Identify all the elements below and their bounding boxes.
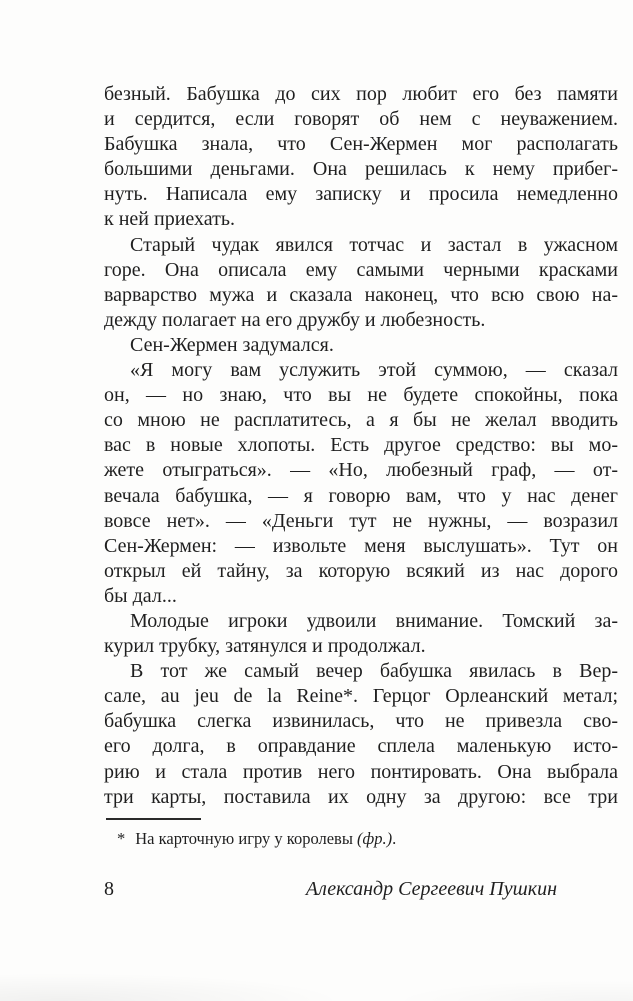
text-line: курил трубку, затянулся и продолжал. — [104, 635, 426, 658]
text-line: большими деньгами. Она решилась к нему прибег- — [104, 158, 618, 181]
footnote-marker: * — [117, 829, 126, 848]
text-line: к ней приехать. — [104, 208, 235, 231]
footnote-rule — [106, 818, 201, 820]
text-line: он, — но знаю, что вы не будете спокойны, пока — [104, 384, 618, 407]
text-line: три карты, поставила их одну за другою: все три — [104, 785, 618, 808]
footnote-text — [104, 829, 618, 849]
text-line: В тот же самый вечер бабушка явилась в Вер- — [130, 660, 618, 683]
footnote-suffix: . — [392, 829, 397, 848]
text-line: сале, au jeu de la Reine*. Герцог Орлеанский метал; — [104, 685, 618, 708]
text-line: его долга, в оправдание сплела маленькую исто- — [104, 735, 618, 758]
page-text — [104, 82, 618, 810]
text-line: «Я могу вам услужить этой суммою, — сказал — [130, 359, 618, 382]
footnote-lang-note: (фр.) — [357, 829, 393, 848]
text-line: Сен-Жермен задумался. — [130, 333, 334, 356]
text-line: вас в новые хлопоты. Есть другое средство: вы мо- — [104, 434, 618, 457]
text-line: бабушка слегка извинилась, что не привезла сво- — [104, 710, 618, 733]
text-line: вечала бабушка, — я говорю вам, что у нас денег — [104, 484, 618, 507]
text-line: Молодые игроки удвоили внимание. Томский за- — [130, 609, 618, 632]
text-line: дежду полагает на его дружбу и любезность. — [104, 308, 486, 331]
footnote-body: На карточную игру у королевы — [135, 829, 353, 848]
text-line: Бабушка знала, что Сен-Жермен мог располагать — [104, 133, 618, 156]
page-number: 8 — [104, 878, 114, 900]
author-name: Александр Сергеевич Пушкин — [305, 878, 557, 900]
text-line: нуть. Написала ему записку и просила немедленно — [104, 183, 618, 206]
text-line: варварство мужа и сказала наконец, что всю свою на- — [104, 283, 618, 306]
text-line: горе. Она описала ему самыми черными красками — [104, 258, 618, 281]
text-line: жете отыграться». — «Но, любезный граф, — от- — [104, 459, 618, 482]
text-line: и сердится, если говорят об нем с неуважением. — [104, 108, 618, 131]
page-footer — [104, 877, 557, 901]
footnote — [104, 818, 618, 849]
text-line: безный. Бабушка до сих пор любит его без памяти — [104, 83, 618, 105]
text-line: вовсе нет». — «Деньги тут не нужны, — возразил — [104, 509, 618, 532]
text-line: Старый чудак явился тотчас и застал в ужасном — [130, 233, 618, 256]
text-line: рию и стала против него понтировать. Она выбрала — [104, 760, 618, 783]
text-line: со мною не расплатитесь, а я бы не желал вводить — [104, 409, 618, 432]
text-line: открыл ей тайну, за которую всякий из нас дорого — [104, 559, 618, 582]
text-line: бы дал... — [104, 584, 177, 607]
text-line: Сен-Жермен: — извольте меня выслушать». Тут он — [104, 534, 618, 557]
